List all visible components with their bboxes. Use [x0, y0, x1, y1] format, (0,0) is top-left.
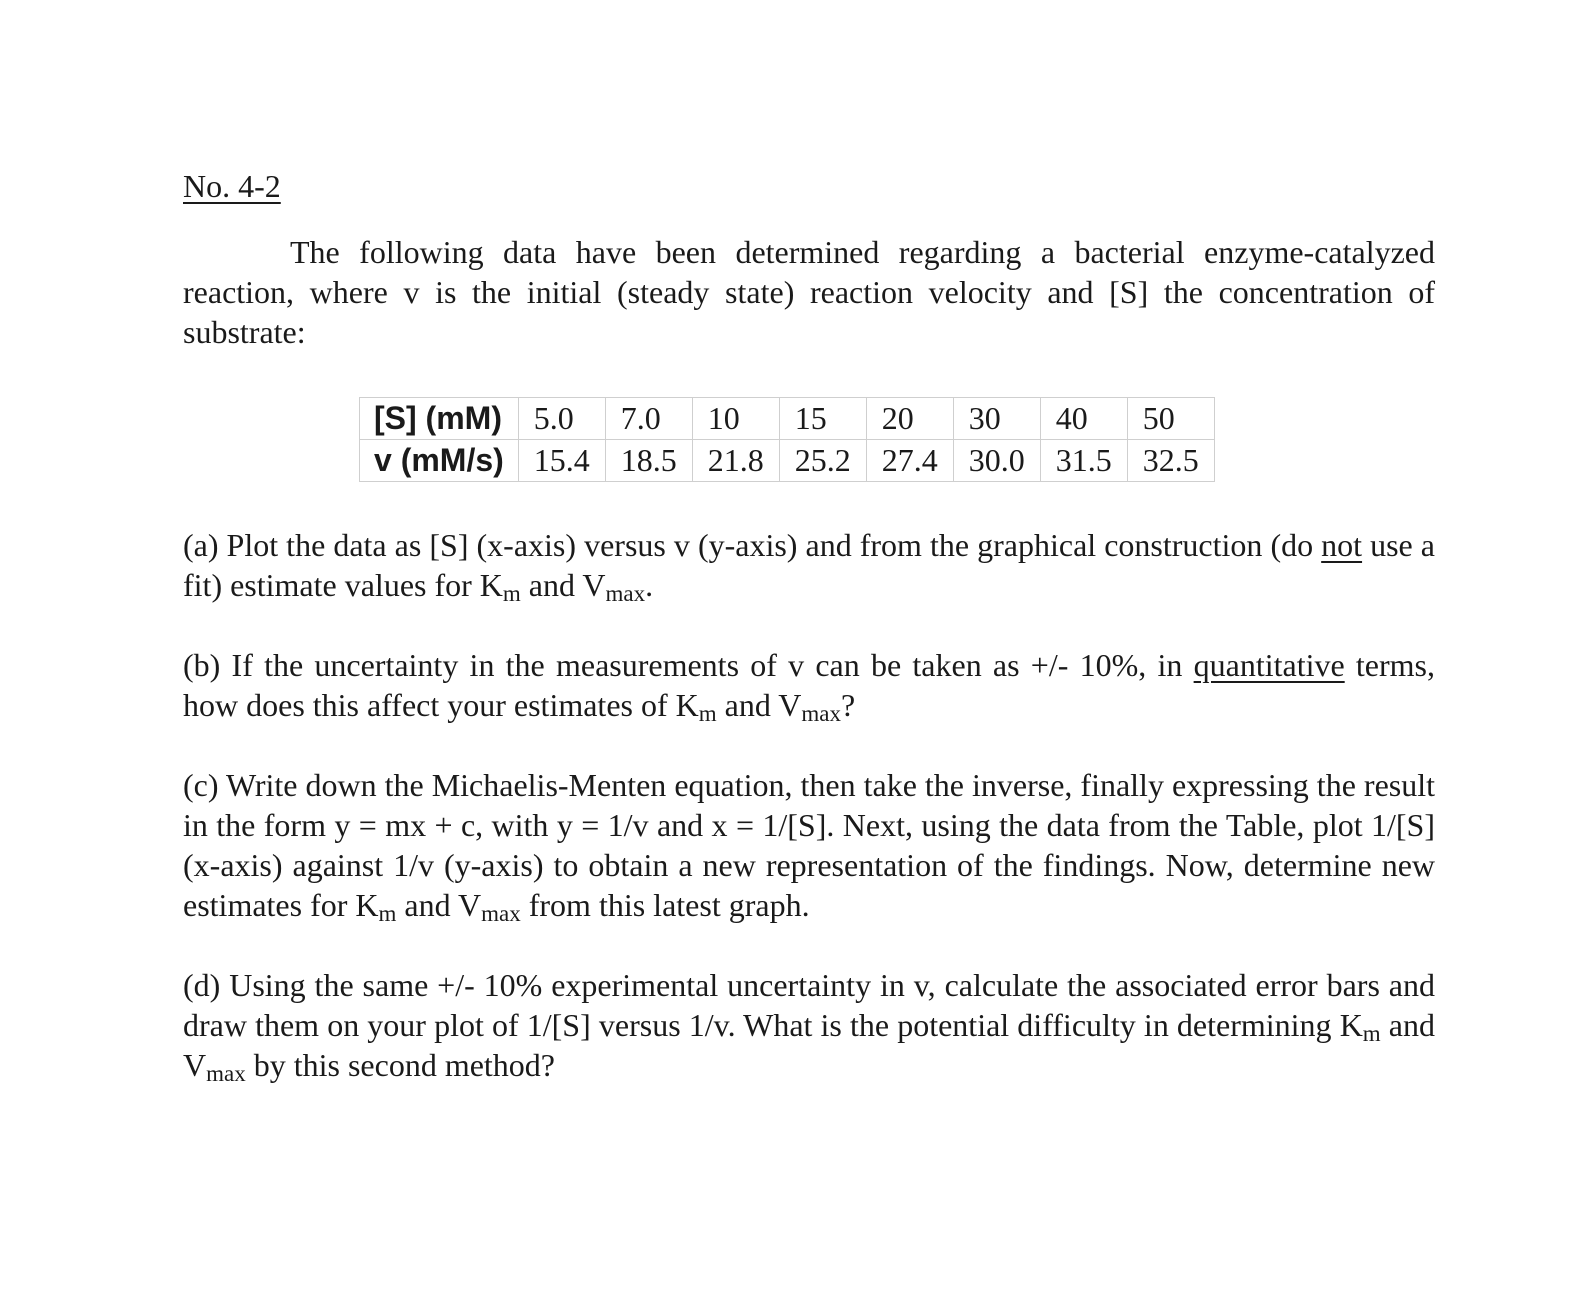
vmax-symbol: $V_{max}$: [183, 1047, 246, 1086]
table-cell: 15: [779, 398, 866, 440]
table-cell: 5.0: [518, 398, 605, 440]
km-symbol: $K_m$: [1339, 1007, 1381, 1046]
table-cell: 40: [1040, 398, 1127, 440]
question-d-text-2: and: [1380, 1007, 1436, 1043]
table-row-substrate: [360, 398, 1215, 440]
question-a: [183, 525, 1435, 605]
vmax-symbol: $V_{max}$: [582, 567, 646, 606]
data-table-container: [359, 397, 1435, 482]
problem-page: [183, 166, 1435, 1085]
question-c-text-3: from this latest graph.: [520, 887, 810, 923]
question-d-text-3: by this second method?: [245, 1047, 555, 1083]
table-cell: 30: [953, 398, 1040, 440]
question-d-text-1: (d) Using the same +/- 10% experimental uncertainty in v, calculate the associated error bars and draw them on your plot of 1/[S] versus 1/v. What is the potential difficulty in determining: [183, 967, 1435, 1043]
question-b-text-4: ?: [840, 687, 856, 723]
km-symbol: $K_m$: [355, 887, 397, 926]
question-b: [183, 645, 1435, 725]
question-a-text-2: use a fit) estimate values for: [183, 527, 1436, 603]
problem-heading: No. 4-2: [183, 168, 281, 204]
table-cell: 21.8: [692, 440, 779, 482]
vmax-symbol: $V_{max}$: [778, 687, 841, 726]
question-a-text-3: and: [520, 567, 583, 603]
table-cell: 31.5: [1040, 440, 1127, 482]
table-row-velocity: [360, 440, 1215, 482]
data-table: [359, 397, 1215, 482]
question-a-text-4: .: [645, 567, 654, 603]
question-b-text-3: and: [716, 687, 779, 723]
row-label-substrate: [S] (mM): [360, 398, 519, 440]
question-b-text-1: (b) If the uncertainty in the measurements of v can be taken as +/- 10%, in: [183, 647, 1194, 683]
table-cell: 15.4: [518, 440, 605, 482]
table-cell: 50: [1127, 398, 1214, 440]
table-cell: 30.0: [953, 440, 1040, 482]
table-cell: 25.2: [779, 440, 866, 482]
table-cell: 7.0: [605, 398, 692, 440]
question-a-underlined-word: not: [1321, 527, 1363, 563]
table-cell: 10: [692, 398, 779, 440]
table-cell: 18.5: [605, 440, 692, 482]
question-a-text-1: (a) Plot the data as [S] (x-axis) versus v (y-axis) and from the graphical construction (do: [183, 527, 1322, 563]
row-label-velocity: v (mM/s): [360, 440, 519, 482]
question-c-text-1: (c) Write down the Michaelis-Menten equation, then take the inverse, finally expressing the result in the form y = mx + c, with y = 1/v and x = 1/[S]. Next, using the data from the Table, plot 1/[S] (x-axis) against 1/v (y-axis) to obtain a new representation of the findings. Now, determine new estimates for: [183, 767, 1435, 923]
question-c: [183, 765, 1435, 925]
question-b-text-2: terms, how does this affect your estimates of: [183, 647, 1436, 723]
question-c-text-2: and: [396, 887, 459, 923]
table-cell: 20: [866, 398, 953, 440]
question-b-underlined-word: quantitative: [1193, 647, 1345, 683]
intro-paragraph: The following data have been determined regarding a bacterial enzyme-catalyzed reaction, where v is the initial (steady state) reaction velocity and [S] the concentration of substrate:: [183, 234, 1435, 350]
table-cell: 32.5: [1127, 440, 1214, 482]
table-cell: 27.4: [866, 440, 953, 482]
km-symbol: $K_m$: [675, 687, 717, 726]
question-d: [183, 965, 1435, 1085]
km-symbol: $K_m$: [479, 567, 521, 606]
vmax-symbol: $V_{max}$: [458, 887, 521, 926]
